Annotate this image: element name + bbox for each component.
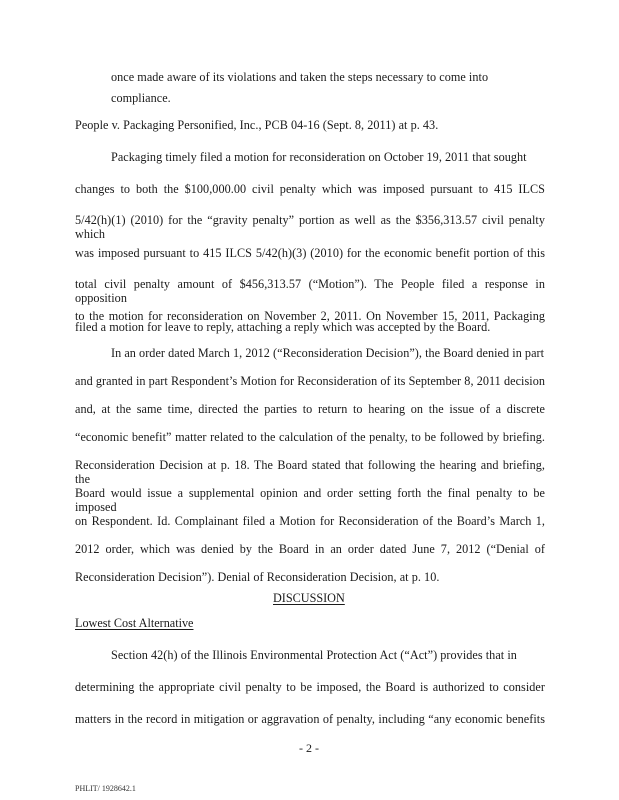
section-heading: DISCUSSION [273, 591, 345, 605]
subheading: Lowest Cost Alternative [75, 616, 194, 630]
paragraph-line: to the motion for reconsideration on November 2, 2011. On November 15, 2011, Packaging [75, 309, 545, 323]
paragraph-line: changes to both the $100,000.00 civil penalty which was imposed pursuant to 415 ILCS [75, 182, 545, 196]
paragraph-line: matters in the record in mitigation or aggravation of penalty, including “any economic benefits [75, 712, 545, 726]
paragraph-line: Board would issue a supplemental opinion and order setting forth the final penalty to be imposed [75, 486, 545, 514]
paragraph-line: and granted in part Respondent’s Motion for Reconsideration of its September 8, 2011 decision [75, 374, 545, 388]
paragraph-line: on Respondent. Id. Complainant filed a Motion for Reconsideration of the Board’s March 1, [75, 514, 545, 528]
paragraph-line: 2012 order, which was denied by the Board in an order dated June 7, 2012 (“Denial of [75, 542, 545, 556]
paragraph-line: In an order dated March 1, 2012 (“Reconsideration Decision”), the Board denied in part [111, 346, 545, 360]
document-id: PHLIT/ 1928642.1 [75, 784, 136, 793]
quote-line: compliance. [111, 91, 171, 105]
paragraph-line: filed a motion for leave to reply, attaching a reply which was accepted by the Board. [75, 320, 491, 334]
paragraph-line: Reconsideration Decision at p. 18. The Board stated that following the hearing and briefing, the [75, 458, 545, 486]
citation: People v. Packaging Personified, Inc., PCB 04-16 (Sept. 8, 2011) at p. 43. [75, 118, 439, 132]
paragraph-line: 5/42(h)(1) (2010) for the “gravity penalty” portion as well as the $356,313.57 civil penalty which [75, 213, 545, 241]
paragraph-line: was imposed pursuant to 415 ILCS 5/42(h)(3) (2010) for the economic benefit portion of this [75, 246, 545, 260]
paragraph-line: and, at the same time, directed the parties to return to hearing on the issue of a discrete [75, 402, 545, 416]
paragraph-line: “economic benefit” matter related to the calculation of the penalty, to be followed by briefing. [75, 430, 545, 444]
paragraph-line: Reconsideration Decision”). Denial of Reconsideration Decision, at p. 10. [75, 570, 440, 584]
paragraph-line: determining the appropriate civil penalty to be imposed, the Board is authorized to consider [75, 680, 545, 694]
paragraph-line: Packaging timely filed a motion for reconsideration on October 19, 2011 that sought [111, 150, 527, 164]
paragraph-line: Section 42(h) of the Illinois Environmental Protection Act (“Act”) provides that in [111, 648, 517, 662]
paragraph-line: total civil penalty amount of $456,313.57 (“Motion”). The People filed a response in opposition [75, 277, 545, 305]
quote-line: once made aware of its violations and taken the steps necessary to come into [111, 70, 489, 84]
page-number: - 2 - [299, 741, 319, 755]
